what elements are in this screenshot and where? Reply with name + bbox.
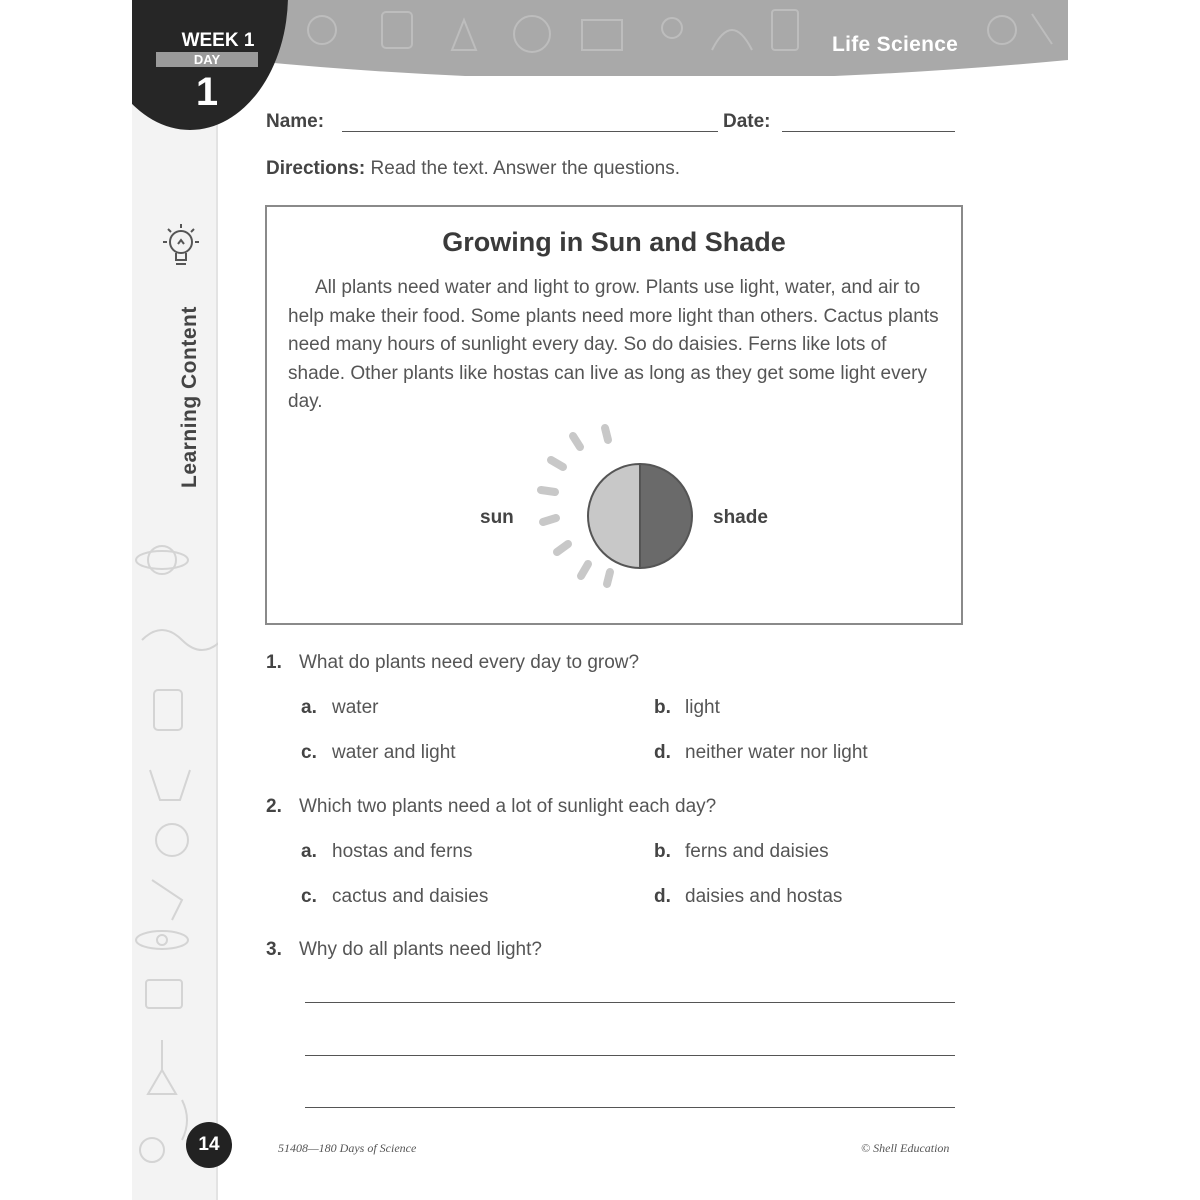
option-letter: c.	[301, 886, 317, 907]
subject-title: Life Science	[832, 33, 959, 56]
passage-text: All plants need water and light to grow. Plants use light, water, and air to help make their food. Some plants need more light than others. Cactus plants need many hours of sunlight every day. So do daisies. Ferns like lots of shade. Other plants like hostas can live as long as they get some light every day.	[288, 277, 939, 413]
footer-book-title: 51408—180 Days of Science	[278, 1141, 417, 1155]
option-text: ferns and daisies	[685, 841, 829, 862]
name-label: Name:	[266, 111, 325, 132]
sun-shade-diagram	[537, 422, 697, 602]
directions	[266, 158, 680, 180]
passage-title: Growing in Sun and Shade	[442, 227, 786, 257]
question-number: 3.	[266, 939, 282, 960]
question-number: 2.	[266, 796, 282, 817]
question-1	[266, 652, 639, 674]
answer-option[interactable]	[301, 886, 488, 908]
question-2	[266, 796, 716, 818]
day-label: DAY	[156, 52, 258, 67]
science-doodle-pattern	[132, 0, 218, 1200]
option-text: light	[685, 697, 720, 718]
directions-text: Read the text. Answer the questions.	[365, 158, 680, 179]
option-letter: a.	[301, 841, 317, 862]
answer-line[interactable]	[305, 1002, 955, 1003]
learning-content-label: Learning Content	[178, 306, 201, 488]
option-text: hostas and ferns	[332, 841, 473, 862]
option-text: water and light	[332, 742, 456, 763]
question-3	[266, 939, 542, 961]
option-text: water	[332, 697, 379, 718]
date-field-line[interactable]	[782, 131, 955, 132]
answer-option[interactable]	[654, 886, 842, 908]
option-letter: d.	[654, 886, 671, 907]
answer-option[interactable]	[301, 697, 378, 719]
question-text: Which two plants need a lot of sunlight each day?	[299, 796, 717, 817]
option-letter: a.	[301, 697, 317, 718]
option-text: cactus and daisies	[332, 886, 489, 907]
day-number: 1	[195, 70, 219, 114]
answer-option[interactable]	[301, 742, 456, 764]
directions-heading: Directions:	[266, 158, 366, 179]
week-label: WEEK 1	[181, 30, 255, 51]
answer-line[interactable]	[305, 1055, 955, 1056]
date-label: Date:	[723, 111, 771, 132]
shade-label: shade	[713, 507, 768, 528]
question-number: 1.	[266, 652, 282, 673]
header-band	[242, 0, 1068, 76]
option-letter: d.	[654, 742, 671, 763]
reading-passage-box	[265, 205, 963, 625]
option-letter: c.	[301, 742, 317, 763]
side-decoration-strip	[132, 0, 218, 1200]
answer-option[interactable]	[654, 697, 720, 719]
name-field-line[interactable]	[342, 131, 718, 132]
option-text: neither water nor light	[685, 742, 868, 763]
footer-publisher: © Shell Education	[861, 1141, 950, 1155]
lightbulb-icon	[158, 222, 204, 277]
answer-option[interactable]	[654, 841, 829, 863]
sun-label: sun	[480, 507, 514, 528]
answer-option[interactable]	[654, 742, 868, 764]
question-text: Why do all plants need light?	[299, 939, 542, 960]
answer-option[interactable]	[301, 841, 472, 863]
page-number: 14	[186, 1122, 232, 1168]
option-letter: b.	[654, 841, 671, 862]
answer-line[interactable]	[305, 1107, 955, 1108]
option-letter: b.	[654, 697, 671, 718]
question-text: What do plants need every day to grow?	[299, 652, 640, 673]
option-text: daisies and hostas	[685, 886, 843, 907]
worksheet-page	[132, 0, 1068, 1200]
